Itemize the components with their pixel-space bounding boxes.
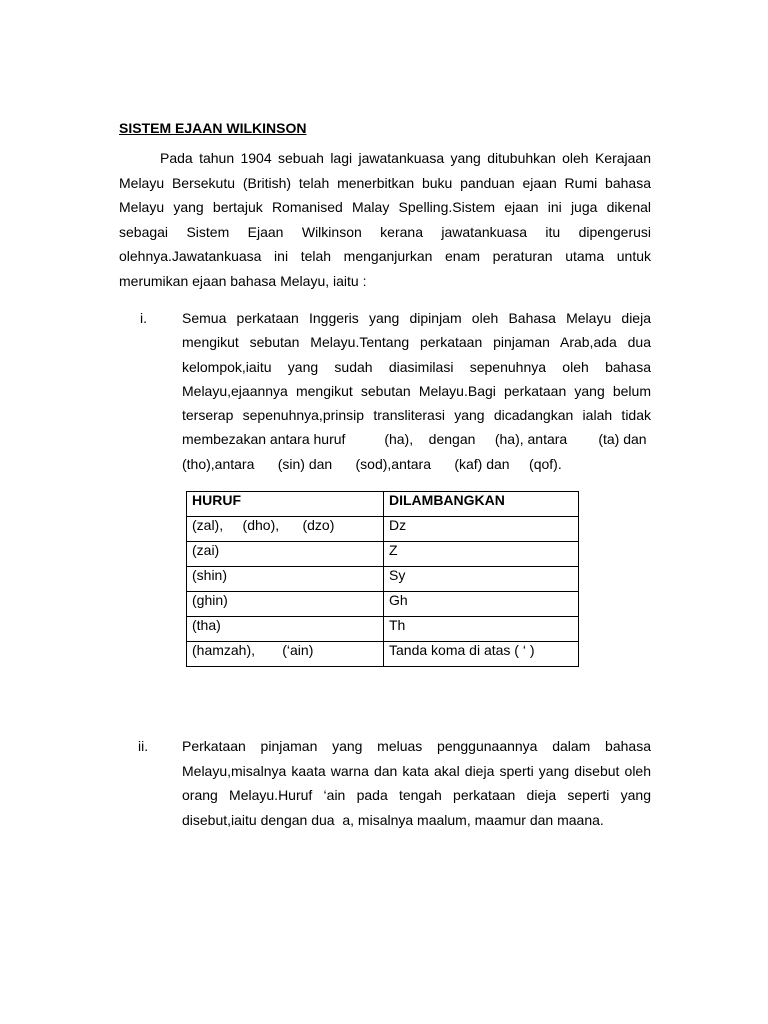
rule-line: disebut,iaitu dengan dua a, misalnya maalum, maamur dan maana. [182, 811, 604, 828]
table-cell: Dz [384, 517, 579, 542]
rule-line: Melayu,ejaannya mengikut sebutan Melayu.Bagi perkataan yang belum [182, 382, 651, 399]
intro-paragraph [119, 146, 651, 293]
rule-line: membezakan antara huruf (ha), dengan (ha), antara (ta) dan [182, 431, 647, 448]
intro-line: olehnya.Jawatankuasa ini telah menganjurkan enam peraturan utama untuk [119, 248, 651, 264]
table-cell: (tha) [187, 617, 384, 642]
rule-line: Perkataan pinjaman yang meluas penggunaannya dalam bahasa [182, 738, 651, 754]
table-cell: Th [384, 617, 579, 642]
table-cell: (zal), (dho), (dzo) [187, 517, 384, 542]
letter-table [186, 491, 579, 667]
table-cell: Sy [384, 567, 579, 592]
rule-line: (tho),antara (sin) dan (sod),antara (kaf) dan (qof). [182, 455, 562, 472]
table-header-cell: DILAMBANGKAN [384, 492, 579, 517]
table-cell: (hamzah), (‘ain) [187, 642, 384, 667]
intro-line: sebagai Sistem Ejaan Wilkinson kerana jawatankuasa itu dipengerusi [119, 223, 651, 240]
intro-line: Pada tahun 1904 sebuah lagi jawatankuasa yang ditubuhkan oleh Kerajaan [160, 150, 651, 166]
rule-line: kelompok,iaitu yang sudah diasimilasi sepenuhnya oleh bahasa [182, 358, 651, 375]
intro-line: Melayu Bersekutu (British) telah menerbitkan buku panduan ejaan Rumi bahasa [119, 174, 651, 191]
rule-line: Semua perkataan Inggeris yang dipinjam oleh Bahasa Melayu dieja [182, 310, 651, 326]
rule-line: terserap sepenuhnya,prinsip transliterasi yang dicadangkan ialah tidak [182, 407, 651, 424]
table-cell: (shin) [187, 567, 384, 592]
intro-line: Melayu yang bertajuk Romanised Malay Spelling.Sistem ejaan ini juga dikenal [119, 199, 651, 215]
table-header-cell: HURUF [187, 492, 384, 517]
table-cell: Z [384, 542, 579, 567]
rule-marker: i. [140, 310, 147, 326]
table-row [187, 592, 579, 617]
table-row [187, 567, 579, 592]
intro-line: merumikan ejaan bahasa Melayu, iaitu : [119, 272, 367, 289]
table-cell: (zai) [187, 542, 384, 567]
rule-line: Melayu,misalnya kaata warna dan kata akal dieja sperti yang disebut oleh [182, 762, 651, 779]
table-header-row [187, 492, 579, 517]
table-cell: Tanda koma di atas ( ‘ ) [384, 642, 579, 667]
document-title: SISTEM EJAAN WILKINSON [119, 120, 307, 136]
rule-line: orang Melayu.Huruf ‘ain pada tengah perkataan dieja seperti yang [182, 787, 651, 804]
table-row [187, 517, 579, 542]
table-row [187, 542, 579, 567]
rule-item-text [182, 734, 651, 832]
rule-line: mengikut sebutan Melayu.Tentang perkataan pinjaman Arab,ada dua [182, 334, 651, 351]
table-cell: Gh [384, 592, 579, 617]
table-cell: (ghin) [187, 592, 384, 617]
table-row [187, 642, 579, 667]
table-row [187, 617, 579, 642]
rule-item-text [182, 306, 651, 476]
rule-marker: ii. [138, 738, 149, 754]
